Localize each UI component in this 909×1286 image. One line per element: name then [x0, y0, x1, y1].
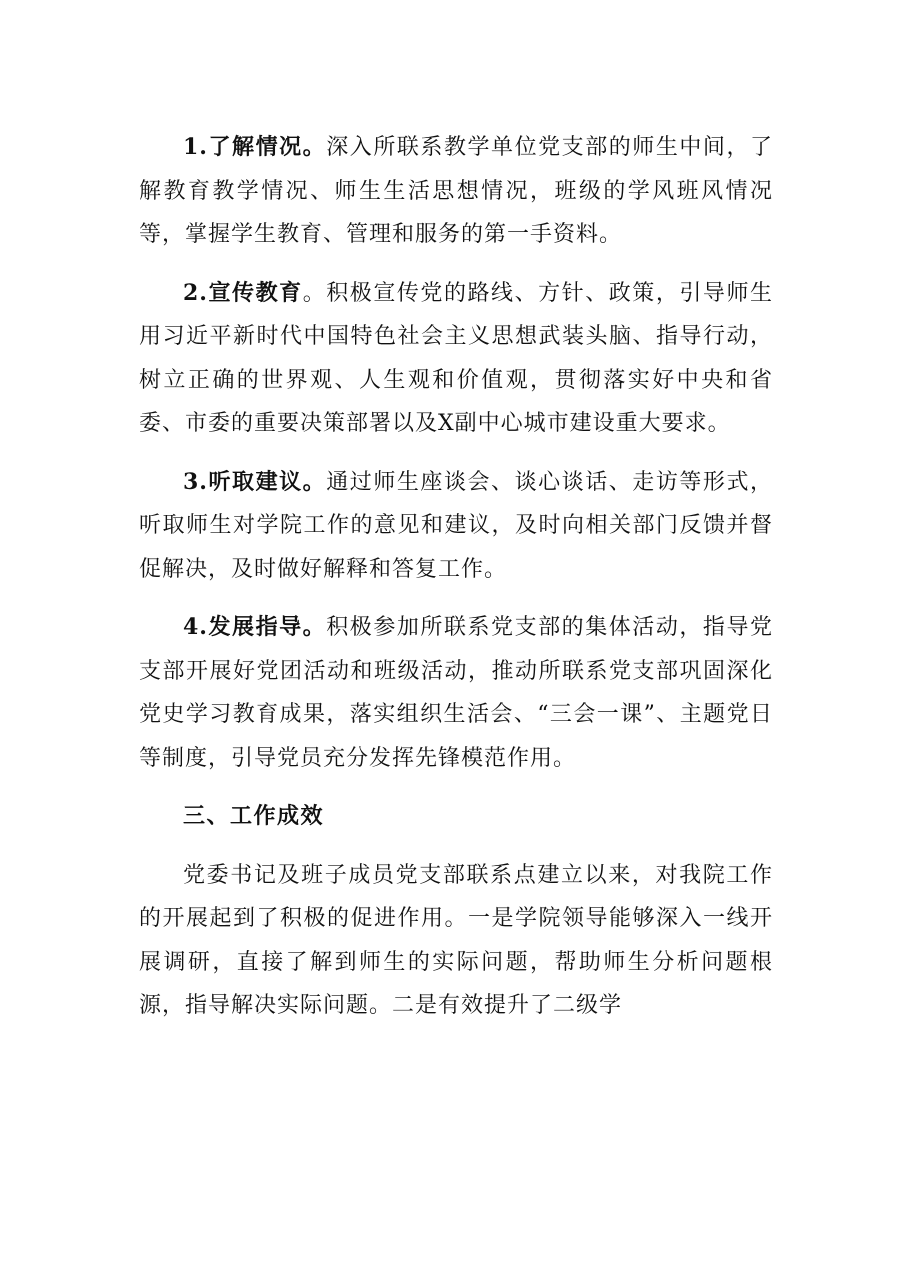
closing-paragraph: 党委书记及班子成员党支部联系点建立以来，对我院工作的开展起到了积极的促进作用。一是学院领导能够深入一线开展调研，直接了解到师生的实际问题，帮助师生分析问题根源，指导解决实际问题。二是有效提升了二级学	[139, 862, 773, 1018]
item-lead: 2.宣传教育	[183, 279, 303, 306]
item-understand-situation	[139, 126, 773, 257]
item-body: 。积极宣传党的路线、方针、政策，引导师生用习近平新时代中国特色社会主义思想武装头脑、指导行动，树立正确的世界观、人生观和价值观，贯彻落实好中央和省委、市委的重要决策部署以及X副中心城市建设重大要求。	[139, 280, 773, 436]
item-publicity-education	[139, 272, 773, 446]
item-body: 通过师生座谈会、谈心谈话、走访等形式，听取师生对学院工作的意见和建议，及时向相关部门反馈并督促解决，及时做好解释和答复工作。	[139, 469, 773, 582]
item-body: 深入所联系教学单位党支部的师生中间，了解教育教学情况、师生生活思想情况，班级的学风班风情况等，掌握学生教育、管理和服务的第一手资料。	[139, 135, 773, 247]
document-page	[139, 126, 773, 1028]
item-lead: 4.发展指导。	[183, 614, 327, 640]
item-development-guidance	[139, 606, 773, 780]
item-lead: 1.了解情况。	[183, 134, 327, 160]
section-heading: 三、工作成效	[183, 803, 325, 829]
item-listen-suggestions	[139, 461, 773, 592]
item-lead: 3.听取建议。	[183, 468, 327, 495]
item-body: 积极参加所联系党支部的集体活动，指导党支部开展好党团活动和班级活动，推动所联系党支部巩固深化党史学习教育成果，落实组织生活会、“三会一课”、主题党日等制度，引导党员充分发挥先锋模范作用。	[139, 615, 773, 771]
